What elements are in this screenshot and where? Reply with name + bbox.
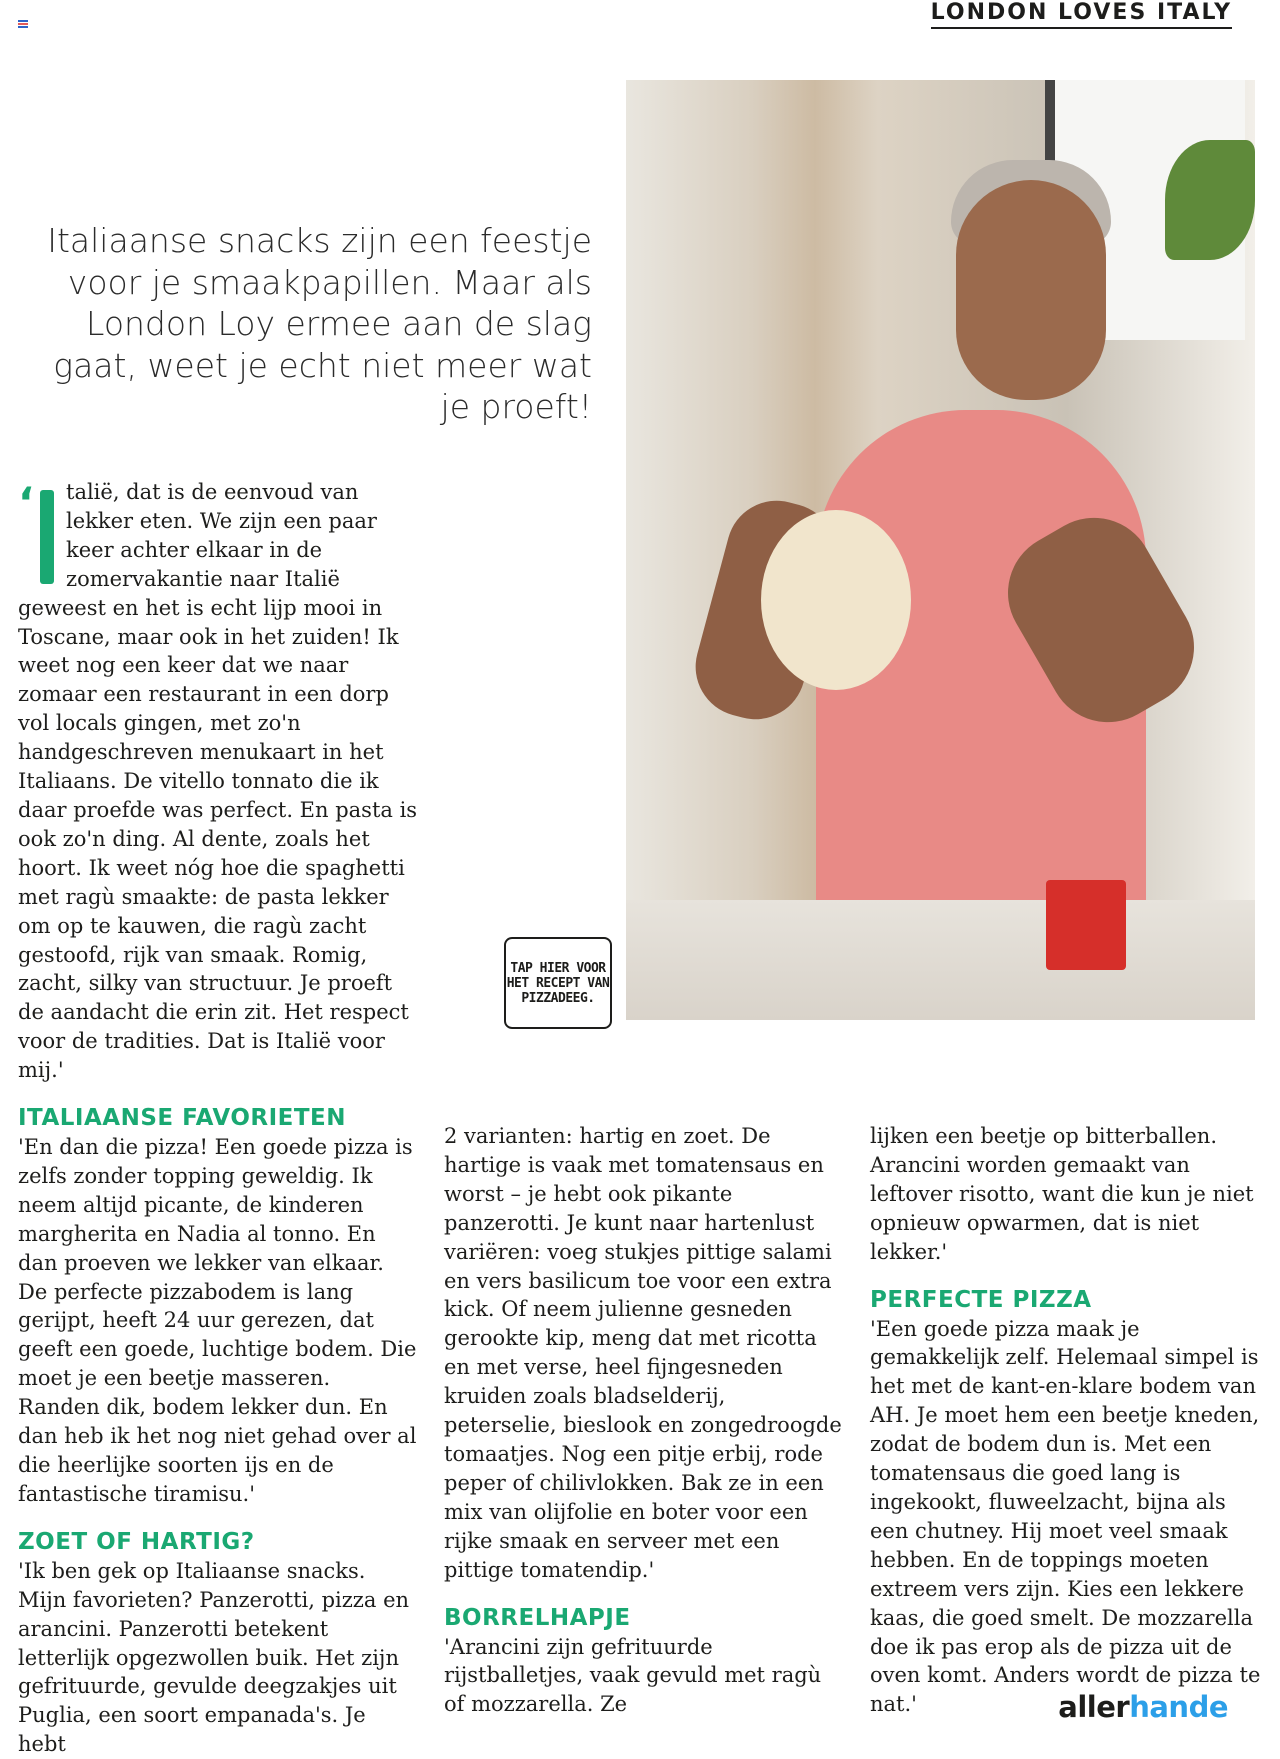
article-column-3 xyxy=(870,1122,1270,1719)
recipe-link-label: TAP HIER VOOR HET RECEPT VAN PIZZADEEG. xyxy=(506,960,610,1006)
article-column-1 xyxy=(18,478,418,1759)
quote-mark-icon: ‘ xyxy=(18,478,34,527)
photo-counter xyxy=(626,900,1255,1020)
photo-pizza-dough xyxy=(761,510,911,690)
article-column-2 xyxy=(444,1122,844,1719)
allerhande-logo xyxy=(1058,1690,1228,1724)
recipe-link-button[interactable] xyxy=(504,937,612,1029)
section-label: LONDON LOVES ITALY xyxy=(931,0,1232,29)
article-paragraph-borrelhapje: 'Arancini zijn gefrituurde rijstballetjes, vaak gevuld met ragù of mozzarella. Ze xyxy=(444,1634,822,1717)
heading-perfecte-pizza: PERFECTE PIZZA xyxy=(870,1286,1092,1313)
photo-red-pot xyxy=(1046,880,1126,970)
hero-photo xyxy=(626,80,1255,1020)
photo-person-head xyxy=(956,180,1106,400)
article-paragraph-varianten: 2 varianten: hartig en zoet. De hartige is vaak met tomatensaus en worst – je hebt ook pikante panzerotti. Je kunt naar hartenlust variëren: voeg stukjes pittige salami en vers basilicum toe voor een extra kick. Of neem julienne gesneden gerookte kip, meng dat met ricotta en met verse, heel fijngesneden kruiden zoals bladselderij, peterselie, bieslook en zongedroogde tomaatjes. Nog een pitje erbij, rode peper of chilivlokken. Bak ze in een mix van olijfolie en boter voor een rijke smaak en serveer met een pittige tomatendip.' xyxy=(444,1124,842,1582)
article-paragraph-perfecte-pizza: 'Een goede pizza maak je gemakkelijk zelf. Helemaal simpel is het met de kant-en-klare bodem van AH. Je moet hem een beetje kneden, zodat de bodem dun is. Met een tomatensaus die goed lang is ingekookt, fluweelzacht, bijna als een chutney. Hij moet veel smaak hebben. En de toppings moeten extreem vers zijn. Kies een lekkere kaas, die goed smelt. De mozzarella doe ik pas erop als de pizza uit de oven komt. Anders wordt de pizza te nat.' xyxy=(870,1316,1261,1717)
heading-zoet-of-hartig: ZOET OF HARTIG? xyxy=(18,1528,255,1555)
article-paragraph-arancini: lijken een beetje op bitterballen. Arancini worden gemaakt van leftover risotto, want die kun je niet opnieuw opwarmen, dat is niet lekker.' xyxy=(870,1124,1254,1264)
heading-italiaanse-favorieten: ITALIAANSE FAVORIETEN xyxy=(18,1105,346,1132)
logo-part-aller: aller xyxy=(1058,1690,1130,1724)
logo-part-hande: hande xyxy=(1129,1690,1228,1724)
article-paragraph-intro: talië, dat is de eenvoud van lekker eten. We zijn een paar keer achter elkaar in de zomervakantie naar Italië geweest en het is echt lijp mooi in Toscane, maar ook in het zuiden! Ik weet nog een keer dat we naar zomaar een restaurant in een dorp vol locals gingen, met zo'n handgeschreven menukaart in het Italiaans. De vitello tonnato die ik daar proefde was perfect. En pasta is ook zo'n ding. Al dente, zoals het hoort. Ik weet nóg hoe die spaghetti met ragù smaakte: de pasta lekker om op te kauwen, die ragù zacht gestoofd, rijk van smaak. Romig, zacht, silky van structuur. Je proeft de aandacht die erin zit. Het respect voor de tradities. Dat is Italië voor mij.' xyxy=(18,480,418,1083)
heading-borrelhapje: BORRELHAPJE xyxy=(444,1604,631,1631)
article-paragraph-zoet-hartig: 'Ik ben gek op Italiaanse snacks. Mijn favorieten? Panzerotti, pizza en arancini. Panzerotti betekent letterlijk opgezwollen buik. Het zijn gefrituurde, gevulde deegzakjes uit Puglia, een soort empanada's. Je hebt xyxy=(18,1558,410,1757)
dropcap-bar xyxy=(40,490,54,584)
article-paragraph-favorieten: 'En dan die pizza! Een goede pizza is zelfs zonder topping geweldig. Ik neem altijd picante, de kinderen margherita en Nadia al tonno. En dan proeven we lekker van elkaar. De perfecte pizzabodem is lang gerijpt, heeft 24 uur gerezen, dat geeft een goede, luchtige bodem. Die moet je een beetje masseren. Randen dik, bodem lekker dun. En dan heb ik het nog niet gehad over al die heerlijke soorten ijs en de fantastische tiramisu.' xyxy=(18,1135,417,1506)
menu-icon[interactable] xyxy=(18,20,28,28)
intro-text: Italiaanse snacks zijn een feestje voor je smaakpapillen. Maar als London Loy ermee aan de slag gaat, weet je echt niet meer wat je proeft! xyxy=(47,221,592,426)
dropcap xyxy=(18,478,62,592)
photo-plant xyxy=(1165,140,1255,260)
